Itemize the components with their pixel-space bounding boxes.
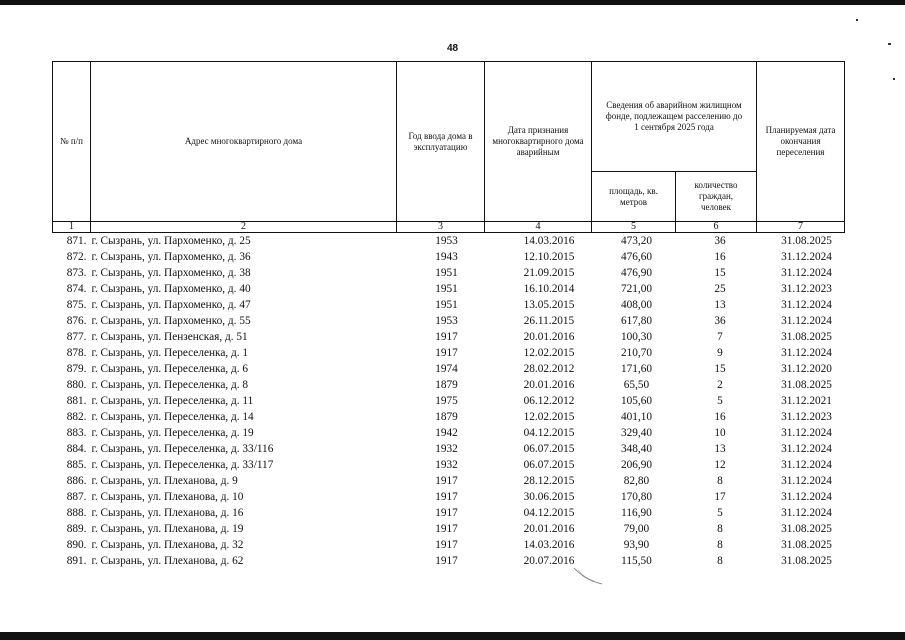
header-year: Год ввода дома в эксплуатацию <box>397 62 485 222</box>
table-row <box>53 473 845 489</box>
row-residents: 8 <box>717 539 723 551</box>
header-recognition-date: Дата признания многоквартирного дома аварийным <box>485 62 592 222</box>
header-emergency-info: Сведения об аварийном жилищном фонде, подлежащем расселению до 1 сентября 2025 года <box>592 62 757 172</box>
row-deadline: 31.12.2024 <box>781 491 832 503</box>
row-deadline: 31.12.2024 <box>781 315 832 327</box>
row-deadline: 31.12.2020 <box>781 363 832 375</box>
row-residents: 8 <box>717 523 723 535</box>
row-number: 880. <box>66 379 87 391</box>
row-residents: 5 <box>717 507 723 519</box>
row-number: 877. <box>66 331 87 343</box>
column-number: 7 <box>757 222 845 233</box>
row-residents: 9 <box>717 347 723 359</box>
row-deadline: 31.12.2024 <box>781 507 832 519</box>
scan-border-bottom <box>0 632 905 640</box>
table-row <box>53 489 845 505</box>
row-area: 476,90 <box>620 267 653 279</box>
column-number: 3 <box>397 222 485 233</box>
row-number: 885. <box>66 459 87 471</box>
row-address: г. Сызрань, ул. Плеханова, д. 16 <box>91 507 244 519</box>
row-address: г. Сызрань, ул. Переселенка, д. 19 <box>91 427 254 439</box>
row-residents: 10 <box>714 427 726 439</box>
row-area: 79,00 <box>623 523 650 535</box>
row-year: 1953 <box>435 235 458 247</box>
table-row <box>53 537 845 553</box>
row-number: 891. <box>66 555 87 567</box>
row-area: 348,40 <box>620 443 653 455</box>
row-year: 1917 <box>435 539 458 551</box>
row-area: 93,90 <box>623 539 650 551</box>
table-row <box>53 233 845 250</box>
row-area: 473,20 <box>620 235 653 247</box>
row-address: г. Сызрань, ул. Переселенка, д. 11 <box>91 395 254 407</box>
row-number: 887. <box>66 491 87 503</box>
row-address: г. Сызрань, ул. Плеханова, д. 62 <box>91 555 244 567</box>
row-address: г. Сызрань, ул. Плеханова, д. 9 <box>91 475 238 487</box>
row-year: 1975 <box>435 395 458 407</box>
table-row <box>53 265 845 281</box>
row-year: 1943 <box>435 251 458 263</box>
header-number: № п/п <box>53 62 91 222</box>
row-address: г. Сызрань, ул. Пархоменко, д. 38 <box>91 267 251 279</box>
row-recognition-date: 06.07.2015 <box>523 443 575 455</box>
row-year: 1917 <box>435 555 458 567</box>
row-address: г. Сызрань, ул. Переселенка, д. 6 <box>91 363 249 375</box>
row-year: 1974 <box>435 363 458 375</box>
row-year: 1953 <box>435 315 458 327</box>
row-deadline: 31.12.2024 <box>781 427 832 439</box>
row-address: г. Сызрань, ул. Плеханова, д. 19 <box>91 523 244 535</box>
row-address: г. Сызрань, ул. Переселенка, д. 8 <box>91 379 249 391</box>
table-row <box>53 361 845 377</box>
row-year: 1879 <box>435 379 458 391</box>
row-deadline: 31.12.2024 <box>781 267 832 279</box>
row-residents: 25 <box>714 283 726 295</box>
row-residents: 36 <box>714 315 726 327</box>
row-number: 890. <box>66 539 87 551</box>
row-number: 886. <box>66 475 87 487</box>
row-number: 879. <box>66 363 87 375</box>
row-recognition-date: 20.07.2016 <box>523 555 575 567</box>
row-number: 878. <box>66 347 87 359</box>
row-residents: 16 <box>714 411 726 423</box>
row-number: 882. <box>66 411 87 423</box>
row-year: 1951 <box>435 267 458 279</box>
row-area: 408,00 <box>620 299 653 311</box>
column-number-row <box>53 222 845 233</box>
row-area: 476,60 <box>620 251 653 263</box>
row-number: 883. <box>66 427 87 439</box>
row-address: г. Сызрань, ул. Пархоменко, д. 47 <box>91 299 251 311</box>
row-number: 872. <box>66 251 87 263</box>
table-body <box>53 233 845 570</box>
row-residents: 5 <box>717 395 723 407</box>
row-deadline: 31.12.2024 <box>781 443 832 455</box>
table-row <box>53 441 845 457</box>
row-area: 105,60 <box>620 395 653 407</box>
table-row <box>53 297 845 313</box>
row-recognition-date: 14.03.2016 <box>523 235 575 247</box>
row-recognition-date: 13.05.2015 <box>523 299 575 311</box>
row-residents: 17 <box>714 491 726 503</box>
row-residents: 13 <box>714 299 726 311</box>
header-residents: количество граждан, человек <box>676 172 757 222</box>
row-year: 1951 <box>435 283 458 295</box>
row-area: 206,90 <box>620 459 653 471</box>
row-recognition-date: 12.10.2015 <box>523 251 575 263</box>
row-area: 170,80 <box>620 491 653 503</box>
table-row <box>53 409 845 425</box>
row-area: 100,30 <box>620 331 653 343</box>
row-address: г. Сызрань, ул. Пархоменко, д. 25 <box>91 235 251 247</box>
row-year: 1917 <box>435 347 458 359</box>
row-deadline: 31.12.2023 <box>781 283 832 295</box>
row-year: 1942 <box>435 427 458 439</box>
row-recognition-date: 12.02.2015 <box>523 411 575 423</box>
row-year: 1917 <box>435 491 458 503</box>
row-year: 1879 <box>435 411 458 423</box>
row-year: 1951 <box>435 299 458 311</box>
row-address: г. Сызрань, ул. Переселенка, д. 33/117 <box>91 459 274 471</box>
row-area: 115,50 <box>621 555 652 567</box>
row-number: 888. <box>66 507 87 519</box>
row-area: 329,40 <box>620 427 653 439</box>
row-address: г. Сызрань, ул. Пархоменко, д. 36 <box>91 251 251 263</box>
row-number: 881. <box>66 395 87 407</box>
row-year: 1917 <box>435 523 458 535</box>
scan-speck <box>893 78 895 80</box>
column-number: 6 <box>676 222 757 233</box>
table-row <box>53 393 845 409</box>
row-area: 401,10 <box>620 411 653 423</box>
row-deadline: 31.12.2023 <box>781 411 832 423</box>
page-number: 48 <box>446 43 459 54</box>
row-recognition-date: 12.02.2015 <box>523 347 575 359</box>
table-row <box>53 521 845 537</box>
row-recognition-date: 28.02.2012 <box>523 363 575 375</box>
row-year: 1932 <box>435 459 458 471</box>
row-address: г. Сызрань, ул. Переселенка, д. 14 <box>91 411 254 423</box>
row-residents: 2 <box>717 379 723 391</box>
scan-border-top <box>0 0 905 5</box>
row-address: г. Сызрань, ул. Плеханова, д. 10 <box>91 491 244 503</box>
row-area: 210,70 <box>620 347 653 359</box>
row-year: 1932 <box>435 443 458 455</box>
row-recognition-date: 06.12.2012 <box>523 395 575 407</box>
row-residents: 13 <box>714 443 726 455</box>
column-number: 1 <box>53 222 91 233</box>
row-deadline: 31.12.2024 <box>781 251 832 263</box>
row-deadline: 31.12.2024 <box>781 347 832 359</box>
row-address: г. Сызрань, ул. Пензенская, д. 51 <box>91 331 248 343</box>
row-residents: 15 <box>714 267 726 279</box>
row-deadline: 31.08.2025 <box>781 331 832 343</box>
table-row <box>53 425 845 441</box>
row-number: 871. <box>66 235 87 247</box>
row-number: 873. <box>66 267 87 279</box>
row-recognition-date: 04.12.2015 <box>523 427 575 439</box>
scan-speck <box>856 19 858 21</box>
row-address: г. Сызрань, ул. Пархоменко, д. 55 <box>91 315 251 327</box>
row-deadline: 31.12.2024 <box>781 299 832 311</box>
table-row <box>53 281 845 297</box>
column-number: 2 <box>91 222 397 233</box>
pen-mark <box>572 566 612 586</box>
row-residents: 16 <box>714 251 726 263</box>
table-row <box>53 329 845 345</box>
row-area: 116,90 <box>621 507 652 519</box>
row-address: г. Сызрань, ул. Переселенка, д. 1 <box>91 347 249 359</box>
housing-registry-table <box>52 61 845 569</box>
row-deadline: 31.08.2025 <box>781 523 832 535</box>
row-recognition-date: 20.01.2016 <box>523 331 575 343</box>
row-recognition-date: 30.06.2015 <box>523 491 575 503</box>
row-recognition-date: 20.01.2016 <box>523 379 575 391</box>
row-area: 721,00 <box>620 283 653 295</box>
header-address: Адрес многоквартирного дома <box>91 62 397 222</box>
header-area: площадь, кв. метров <box>592 172 676 222</box>
header-deadline: Планируемая дата окончания переселения <box>757 62 845 222</box>
row-year: 1917 <box>435 331 458 343</box>
row-deadline: 31.08.2025 <box>781 539 832 551</box>
row-area: 65,50 <box>623 379 650 391</box>
row-residents: 8 <box>717 475 723 487</box>
column-number: 4 <box>485 222 592 233</box>
row-deadline: 31.08.2025 <box>781 379 832 391</box>
row-residents: 15 <box>714 363 726 375</box>
row-recognition-date: 28.12.2015 <box>523 475 575 487</box>
table-row <box>53 377 845 393</box>
row-number: 884. <box>66 443 87 455</box>
row-area: 171,60 <box>620 363 653 375</box>
row-area: 617,80 <box>620 315 653 327</box>
row-number: 875. <box>66 299 87 311</box>
row-recognition-date: 16.10.2014 <box>523 283 575 295</box>
row-residents: 8 <box>717 555 723 567</box>
table-row <box>53 553 845 569</box>
row-residents: 7 <box>717 331 723 343</box>
row-recognition-date: 21.09.2015 <box>523 267 575 279</box>
row-deadline: 31.12.2024 <box>781 475 832 487</box>
row-recognition-date: 20.01.2016 <box>523 523 575 535</box>
row-residents: 36 <box>714 235 726 247</box>
row-recognition-date: 04.12.2015 <box>523 507 575 519</box>
row-deadline: 31.12.2021 <box>781 395 832 407</box>
table-row <box>53 249 845 265</box>
column-number: 5 <box>592 222 676 233</box>
row-recognition-date: 14.03.2016 <box>523 539 575 551</box>
row-deadline: 31.08.2025 <box>781 555 832 567</box>
row-year: 1917 <box>435 475 458 487</box>
row-deadline: 31.12.2024 <box>781 459 832 471</box>
row-year: 1917 <box>435 507 458 519</box>
row-residents: 12 <box>714 459 726 471</box>
row-recognition-date: 26.11.2015 <box>523 315 575 327</box>
row-number: 889. <box>66 523 87 535</box>
table-row <box>53 505 845 521</box>
row-address: г. Сызрань, ул. Плеханова, д. 32 <box>91 539 244 551</box>
table-row <box>53 345 845 361</box>
row-recognition-date: 06.07.2015 <box>523 459 575 471</box>
row-deadline: 31.08.2025 <box>781 235 832 247</box>
table-row <box>53 313 845 329</box>
row-number: 876. <box>66 315 87 327</box>
row-address: г. Сызрань, ул. Пархоменко, д. 40 <box>91 283 251 295</box>
row-address: г. Сызрань, ул. Переселенка, д. 33/116 <box>91 443 274 455</box>
table-row <box>53 457 845 473</box>
row-area: 82,80 <box>623 475 650 487</box>
row-number: 874. <box>66 283 87 295</box>
